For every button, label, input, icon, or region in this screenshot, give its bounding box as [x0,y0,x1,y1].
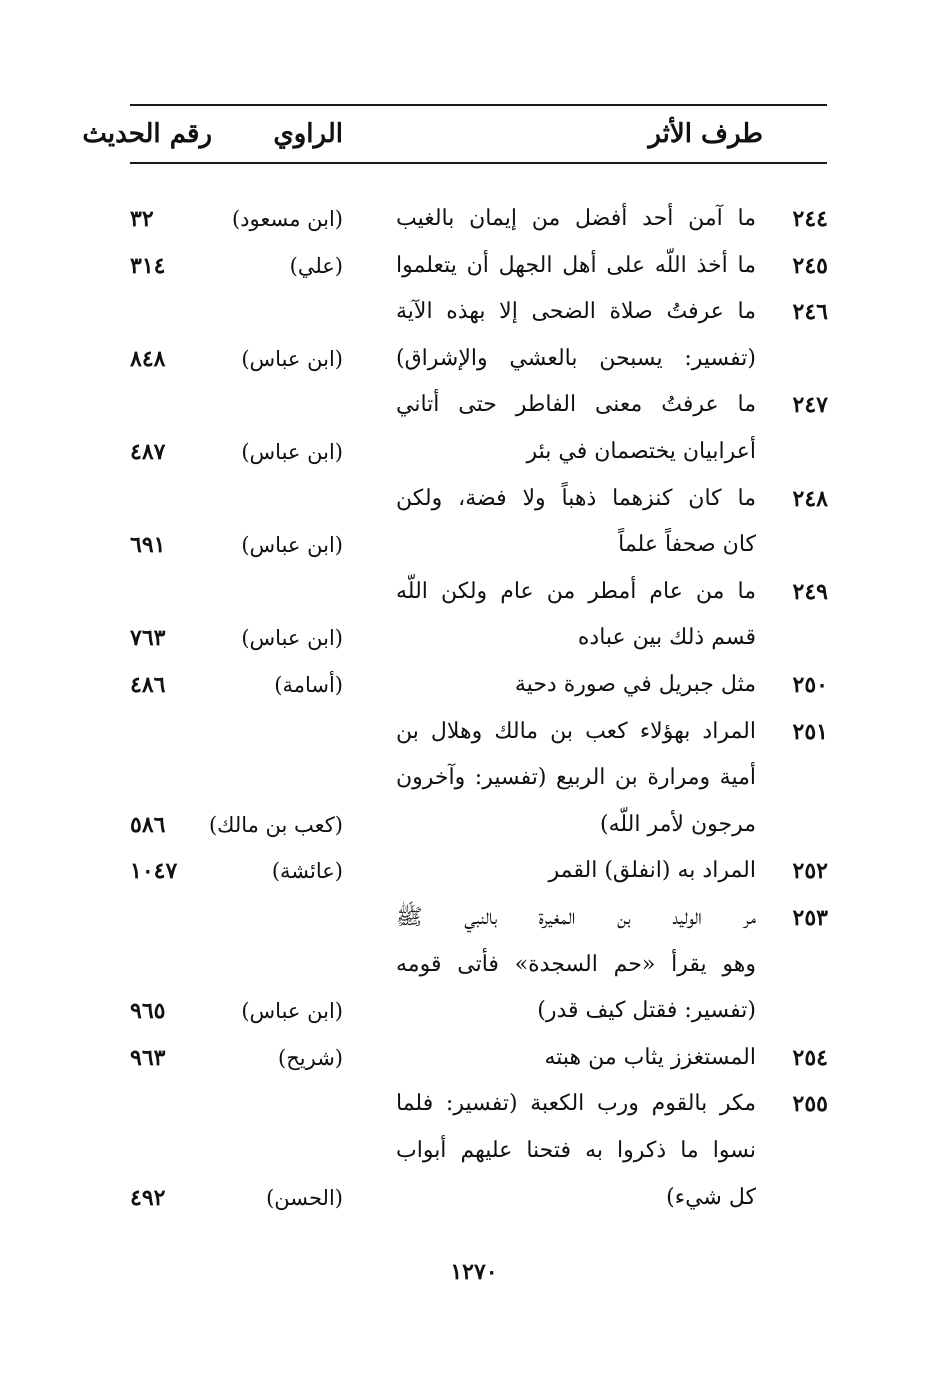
entry-hadith-number [130,382,220,428]
entry-text: وهو يقرأ «حم السجدة» فأتى قومه [396,951,756,977]
index-row [0,615,948,661]
entry-text: ما أخذ اللّه على أهل الجهل أن يتعلموا [396,252,756,278]
index-row [0,243,948,289]
entry-text: أمية ومرارة بن الربيع (تفسير: وآخرون [396,765,756,791]
entry-number [776,755,828,801]
index-row [0,802,948,848]
entry-hadith-number: ٣٢ [130,206,154,232]
entry-hadith-number: ٤٨٧ [130,439,166,465]
entry-text: نسوا ما ذكروا به فتحنا عليهم أبواب [396,1138,756,1163]
entry-hadith-number: ٥٨٦ [130,811,166,838]
entry-text: ما كان كنزهما ذهباً ولا فضة، ولكن [396,485,756,511]
entry-hadith-number: ٤٩٢ [130,1184,166,1211]
index-row [0,382,948,428]
index-row [0,709,948,755]
entry-narrator: (كعب بن مالك) [208,812,343,837]
entry-hadith-number [130,895,220,941]
index-row [0,1035,948,1081]
index-row [0,1175,948,1221]
index-row [0,336,948,382]
index-row [0,755,948,801]
entry-number [776,942,828,988]
entry-number: ٢٤٩ [792,578,828,605]
column-header-hadith-number: رقم الحديث [82,119,212,149]
entry-narrator: (أسامة) [274,673,343,697]
entry-text: مثل جبريل في صورة دحية [514,672,756,697]
entry-narrator: (ابن عباس) [241,533,343,558]
entry-hadith-number: ٩٦٣ [130,1044,166,1071]
index-row [0,429,948,475]
entry-text: كل شيء) [666,1184,756,1210]
entry-number [776,336,828,382]
index-row [0,476,948,522]
entry-text: المراد بهؤلاء كعب بن مالك وهلال بن [396,718,756,744]
entry-number: ٢٤٤ [792,206,828,232]
entry-hadith-number [130,289,220,335]
entry-text: ما عرفتُ صلاة الضحى إلا بهذه الآية [396,299,756,325]
entry-hadith-number [130,1128,220,1174]
entry-text: مكر بالقوم ورب الكعبة (تفسير: فلما [396,1091,756,1117]
index-row [0,988,948,1034]
entry-number: ٢٥٥ [792,1091,828,1118]
entry-number [776,1128,828,1174]
entry-hadith-number: ٣١٤ [130,252,166,279]
entry-hadith-number [130,476,220,522]
entry-narrator: (ابن عباس) [241,440,343,464]
entry-number [776,1175,828,1221]
index-row [0,196,948,242]
column-header-narrator: الراوي [273,119,343,149]
entry-number: ٢٥٢ [792,858,828,885]
index-row [0,289,948,335]
entry-number [776,615,828,661]
entry-text: (تفسير: يسبحن بالعشي والإشراق) [396,345,756,371]
entry-text: ما آمن أحد أفضل من إيمان بالغيب [396,206,756,231]
entry-text: أعرابيان يختصمان في بئر [526,439,756,464]
entry-number: ٢٤٨ [792,485,828,512]
index-row [0,848,948,894]
entry-hadith-number [130,569,220,615]
entry-text: ما عرفتُ معنى الفاطر حتى أتاني [396,392,756,418]
entry-hadith-number: ٦٩١ [130,532,166,559]
entry-hadith-number [130,942,220,988]
entry-text: قسم ذلك بين عباده [577,625,756,651]
entry-text: (تفسير: فقتل كيف قدر) [537,998,756,1024]
entry-number: ٢٥١ [792,718,828,745]
index-row [0,522,948,568]
page-number: ١٢٧٠ [450,1259,498,1285]
entry-number: ٢٤٦ [792,299,828,326]
entry-number: ٢٥٣ [792,905,828,931]
entry-number: ٢٥٤ [792,1044,828,1071]
entry-hadith-number [130,755,220,801]
entry-hadith-number: ٩٦٥ [130,998,166,1025]
entry-number: ٢٤٧ [792,392,828,419]
entry-text: المستغزز يثاب من هبته [544,1044,756,1070]
entry-number [776,522,828,568]
entry-text: مرجون لأمر اللّه) [600,811,756,837]
entry-narrator: (ابن عباس) [241,626,343,651]
entry-text: ما من عام أمطر من عام ولكن اللّه [396,578,756,604]
index-row [0,1081,948,1127]
entry-number [776,802,828,848]
entry-hadith-number: ٤٨٦ [130,672,166,698]
entry-narrator: (الحسن) [266,1185,343,1210]
entry-narrator: (ابن مسعود) [231,207,343,231]
entry-number [776,429,828,475]
entry-hadith-number [130,1081,220,1127]
entry-text: كان صحفاً علماً [618,532,756,558]
entry-narrator: (شريح) [278,1045,343,1070]
entry-narrator: (علي) [289,253,343,278]
entry-narrator: (عائشة) [271,859,343,884]
index-row [0,569,948,615]
entry-hadith-number: ٨٤٨ [130,345,166,372]
column-header-hadith-text: طرف الأثر [648,119,763,149]
index-row [0,1128,948,1174]
entry-narrator: (ابن عباس) [241,346,343,371]
entry-hadith-number: ١٠٤٧ [130,858,178,885]
entry-number: ٢٤٥ [792,252,828,279]
entry-text: المراد به (انفلق) القمر [548,858,756,884]
index-row [0,895,948,941]
index-row [0,662,948,708]
header-top-rule [130,104,827,106]
index-row [0,942,948,988]
entry-number: ٢٥٠ [792,672,828,698]
entry-number [776,988,828,1034]
header-bottom-rule [130,162,827,164]
entry-hadith-number [130,709,220,755]
entry-hadith-number: ٧٦٣ [130,625,166,652]
entry-text: مر الوليد بن المغيرة بالنبي ﷺ [396,905,756,930]
entry-narrator: (ابن عباس) [241,999,343,1024]
